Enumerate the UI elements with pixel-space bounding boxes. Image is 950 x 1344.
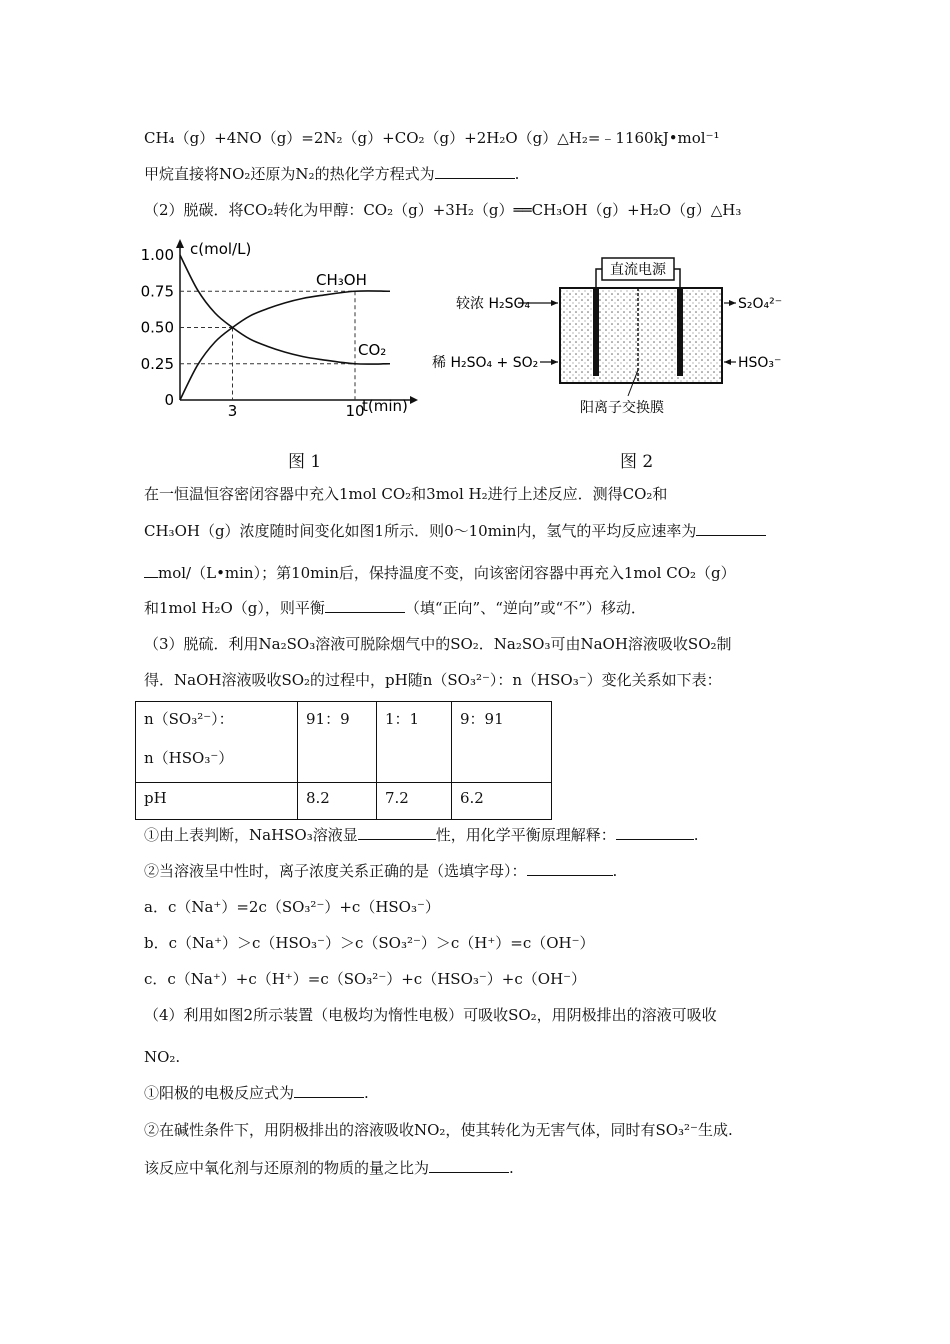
- row-label-cell: pH: [136, 783, 298, 820]
- figure-2-caption: 图 2: [620, 452, 654, 472]
- right-top-label: S₂O₄²⁻: [738, 296, 783, 312]
- question-text: CH₃OH（g）浓度随时间变化如图1所示．则0～10min内，氢气的平均反应速率为: [144, 522, 697, 540]
- series-label-co2: CO₂: [358, 341, 387, 359]
- answer-blank[interactable]: [429, 1158, 509, 1173]
- question-line: [144, 563, 736, 583]
- membrane-label: 阳离子交换膜: [580, 400, 664, 416]
- period-text: .: [693, 826, 699, 844]
- question-text: 和1mol H₂O（g），则平衡: [144, 599, 325, 617]
- y-axis-label: c(mol/L): [190, 240, 252, 258]
- ratio-cell: 9：91: [452, 702, 552, 783]
- equation-line: CH₄（g）+4NO（g）=2N₂（g）+CO₂（g）+2H₂O（g）△H₂=﹣1160kJ•mol⁻¹: [144, 129, 720, 147]
- option-c: c．c（Na⁺）+c（H⁺）=c（SO₃²⁻）+c（HSO₃⁻）+c（OH⁻）: [144, 970, 587, 988]
- section-2-heading: （2）脱碳．将CO₂转化为甲醇：CO₂（g）+3H₂（g）══CH₃OH（g）+H₂O（g）△H₃: [144, 201, 742, 219]
- answer-blank[interactable]: [435, 164, 515, 179]
- inlet-right-arrow: [724, 359, 731, 365]
- period-text: .: [612, 862, 618, 880]
- question-line: ②在碱性条件下，用阴极排出的溶液吸收NO₂，使其转化为无害气体，同时有SO₃²⁻生成.: [144, 1121, 733, 1139]
- question-line: [144, 164, 519, 184]
- table-row: [136, 702, 552, 783]
- y-axis-arrow: [176, 239, 184, 248]
- header-text: n（SO₃²⁻）：: [144, 710, 234, 728]
- question-text: 甲烷直接将NO₂还原为N₂的热化学方程式为: [144, 165, 435, 183]
- answer-blank-continued[interactable]: [144, 563, 158, 578]
- question-line: [144, 1158, 514, 1178]
- ph-cell: 7.2: [377, 783, 452, 820]
- left-bottom-label: 稀 H₂SO₄ + SO₂: [432, 355, 539, 371]
- x-tick-label: 10: [345, 402, 365, 420]
- cathode-electrode: [677, 288, 683, 376]
- question-line: [144, 825, 699, 845]
- ph-table: [135, 701, 552, 820]
- left-top-label: 较浓 H₂SO₄: [456, 296, 531, 312]
- right-bottom-label: HSO₃⁻: [738, 355, 782, 371]
- question-text: 该反应中氧化剂与还原剂的物质的量之比为: [144, 1159, 430, 1177]
- table-row: [136, 783, 552, 820]
- option-b: b．c（Na⁺）＞c（HSO₃⁻）＞c（SO₃²⁻）＞c（H⁺）=c（OH⁻）: [144, 934, 595, 952]
- period-text: .: [364, 1084, 369, 1102]
- outlet-top-arrow: [729, 300, 736, 306]
- question-line: NO₂.: [144, 1048, 181, 1066]
- question-line: [144, 861, 617, 881]
- question-text: ①由上表判断，NaHSO₃溶液显: [144, 826, 358, 844]
- power-source-label: 直流电源: [610, 262, 666, 278]
- answer-blank[interactable]: [358, 825, 436, 840]
- figure-1-caption: 图 1: [288, 452, 322, 472]
- question-text: 性，用化学平衡原理解释：: [435, 826, 616, 844]
- y-tick-label: 0.50: [140, 318, 174, 337]
- question-text: mol/（L•min）；第10min后，保持温度不变，向该密闭容器中再充入1mol CO₂（g）: [158, 564, 736, 582]
- section-4-heading: （4）利用如图2所示装置（电极均为惰性电极）可吸收SO₂，用阴极排出的溶液可吸收: [144, 1006, 717, 1024]
- y-tick-label: 0.25: [140, 354, 174, 373]
- x-tick-label: 3: [227, 402, 238, 420]
- question-line: 得．NaOH溶液吸收SO₂的过程中，pH随n（SO₃²⁻）：n（HSO₃⁻）变化关系如下表：: [144, 671, 722, 689]
- question-line: [144, 598, 646, 618]
- question-line: 在一恒温恒容密闭容器中充入1mol CO₂和3mol H₂进行上述反应．测得CO₂和: [144, 485, 668, 503]
- answer-blank[interactable]: [616, 825, 694, 840]
- period-text: .: [514, 165, 520, 183]
- question-line: [144, 521, 766, 541]
- ratio-cell: 91：9: [298, 702, 377, 783]
- answer-blank[interactable]: [325, 598, 405, 613]
- inlet-top-arrow: [551, 300, 558, 306]
- chart-axes: [176, 239, 418, 404]
- y-tick-label: 0.75: [140, 282, 174, 301]
- figure-1-chart: [140, 236, 425, 421]
- y-tick-label: 0: [164, 391, 174, 409]
- question-text: ①阳极的电极反应式为: [144, 1084, 295, 1102]
- question-text: （填“正向”、“逆向”或“不”）移动．: [404, 599, 646, 617]
- header-cell: [136, 702, 298, 783]
- ratio-cell: 1：1: [377, 702, 452, 783]
- answer-blank[interactable]: [294, 1083, 364, 1098]
- answer-blank[interactable]: [527, 861, 613, 876]
- question-line: [144, 1083, 369, 1103]
- cell-body: [560, 288, 722, 383]
- series-label-ch3oh: CH₃OH: [316, 271, 367, 289]
- x-axis-arrow: [410, 396, 418, 404]
- x-axis-label: t(min): [362, 397, 408, 415]
- figure-2-diagram: [430, 250, 790, 420]
- ph-cell: 6.2: [452, 783, 552, 820]
- ph-cell: 8.2: [298, 783, 377, 820]
- header-text: n（HSO₃⁻）: [144, 749, 234, 767]
- answer-blank[interactable]: [696, 521, 766, 536]
- period-text: .: [509, 1159, 514, 1177]
- anode-electrode: [593, 288, 599, 376]
- inlet-bottom-arrow: [551, 359, 558, 365]
- option-a: a．c（Na⁺）=2c（SO₃²⁻）+c（HSO₃⁻）: [144, 898, 440, 916]
- question-text: ②当溶液呈中性时，离子浓度关系正确的是（选填字母）：: [144, 862, 527, 880]
- section-3-heading: （3）脱硫．利用Na₂SO₃溶液可脱除烟气中的SO₂．Na₂SO₃可由NaOH溶液吸收SO₂制: [144, 635, 732, 653]
- y-tick-label: 1.00: [140, 246, 174, 264]
